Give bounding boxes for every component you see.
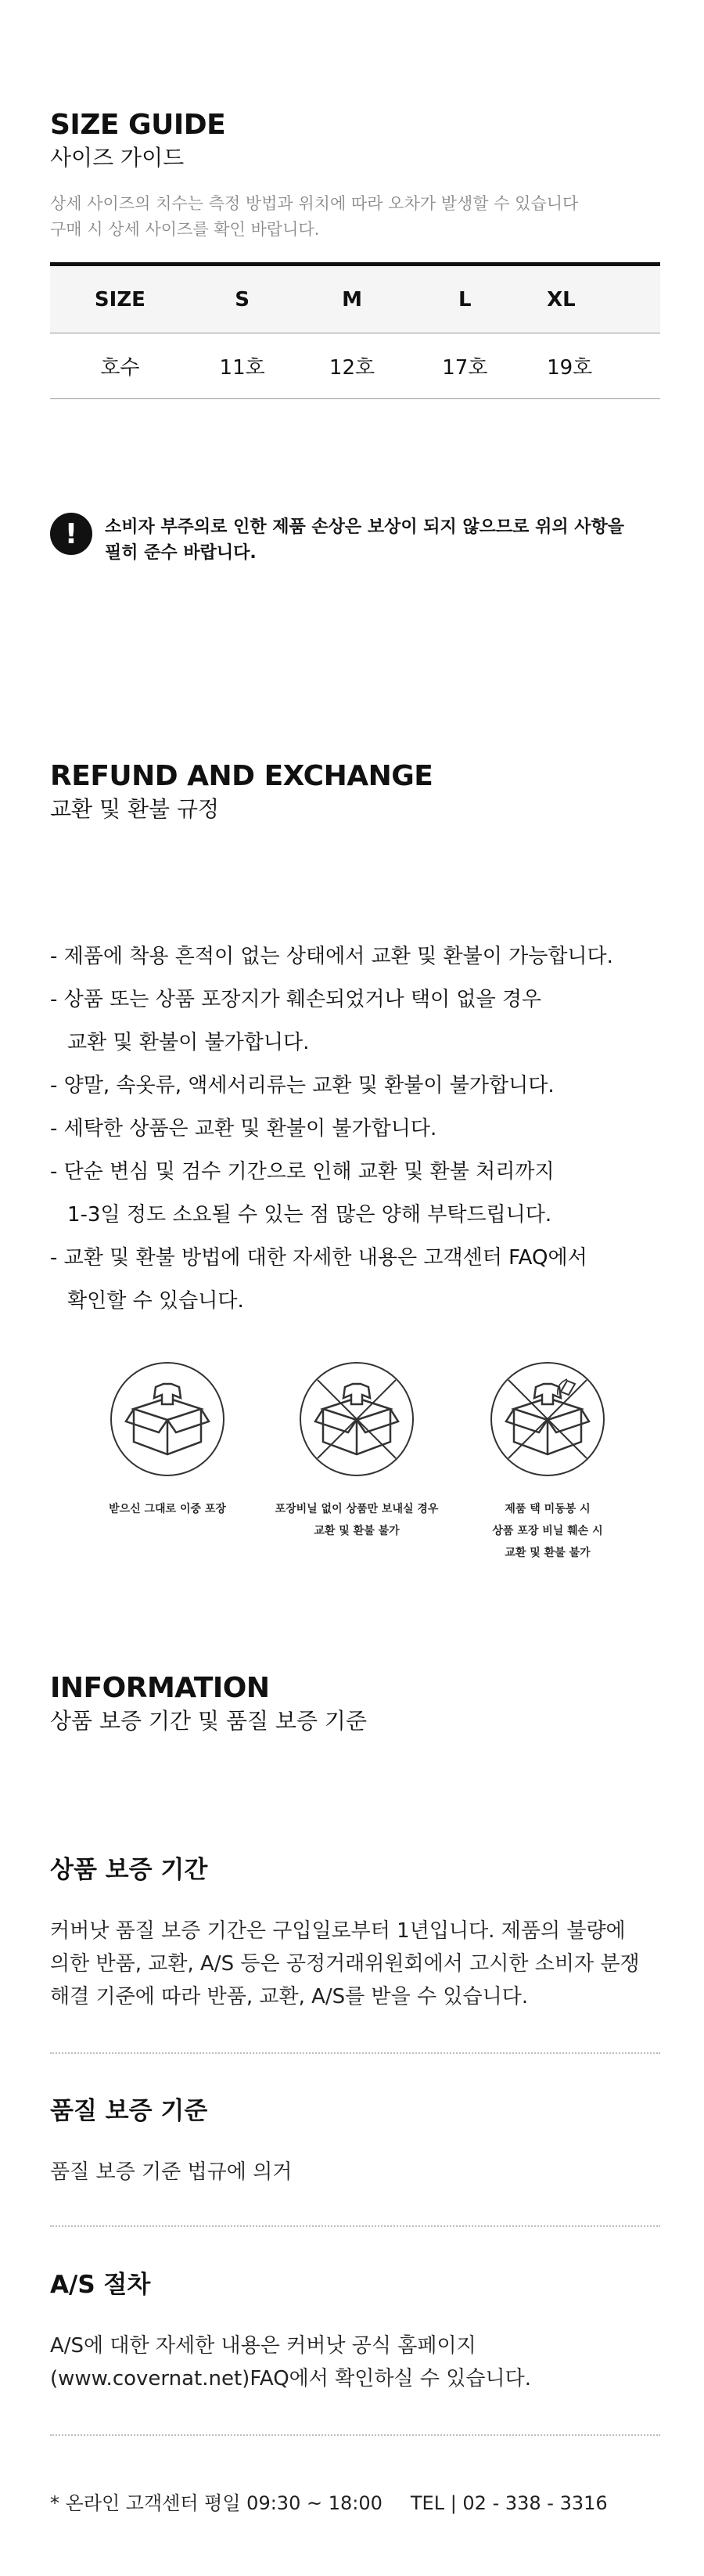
packaging-icon-block xyxy=(446,1360,649,1564)
list-item-text: - 단순 변심 및 검수 기간으로 인해 교환 및 환불 처리까지 xyxy=(50,1160,555,1184)
list-item-text: - 상품 또는 상품 포장지가 훼손되었거나 택이 없을 경우 xyxy=(50,988,542,1011)
refund-subtitle: 교환 및 환불 규정 xyxy=(50,795,220,822)
information-title: INFORMATION xyxy=(50,1672,270,1704)
list-item xyxy=(50,1151,660,1237)
warranty-body xyxy=(50,1915,660,2013)
list-item-text: 교환 및 환불이 불가합니다. xyxy=(67,1031,310,1054)
size-table-header: L xyxy=(410,265,521,333)
care-notice xyxy=(50,513,660,566)
warranty-period-section xyxy=(50,1850,660,2013)
size-guide-section xyxy=(50,110,660,399)
body-line: 의한 반품, 교환, A/S 등은 공정거래위원회에서 고시한 소비자 분쟁 xyxy=(50,1952,640,1976)
customer-center-info xyxy=(50,2488,608,2515)
size-guide-desc-line: 구매 시 상세 사이즈를 확인 바랍니다. xyxy=(50,219,320,239)
box-crossed-icon xyxy=(298,1360,415,1478)
as-body xyxy=(50,2329,660,2395)
as-procedure-section xyxy=(50,2264,660,2395)
size-table-header: S xyxy=(190,265,295,333)
size-table-row xyxy=(50,333,660,399)
information-subtitle: 상품 보증 기간 및 품질 보증 기준 xyxy=(50,1707,368,1734)
caption-line: 교환 및 환불 불가 xyxy=(314,1525,400,1537)
list-item xyxy=(50,1108,660,1151)
packaging-caption xyxy=(446,1498,649,1564)
caption-line: 교환 및 환불 불가 xyxy=(505,1547,591,1559)
exclamation-icon: ! xyxy=(50,513,92,555)
divider xyxy=(50,2052,660,2054)
body-line: (www.covernat.net)FAQ에서 확인하실 수 있습니다. xyxy=(50,2367,532,2390)
customer-center-hours: * 온라인 고객센터 평일 09:30 ~ 18:00 xyxy=(50,2492,383,2514)
size-table-cell: 12호 xyxy=(294,333,409,399)
body-line: 품질 보증 기준 법규에 의거 xyxy=(50,2160,293,2184)
size-guide-description xyxy=(50,191,660,242)
list-item xyxy=(50,978,660,1065)
size-table xyxy=(50,262,660,399)
size-table-cell: 17호 xyxy=(410,333,521,399)
body-line: A/S에 대한 자세한 내용은 커버낫 공식 홈페이지 xyxy=(50,2334,476,2358)
packaging-icon-block xyxy=(255,1360,458,1542)
caption-line: 상품 포장 비닐 훼손 시 xyxy=(492,1525,603,1537)
as-title: A/S 절차 xyxy=(50,2271,151,2299)
size-table-header-row xyxy=(50,265,660,333)
care-notice-line: 필히 준수 바랍니다. xyxy=(105,543,257,563)
body-line: 해결 기준에 따라 반품, 교환, A/S를 받을 수 있습니다. xyxy=(50,1985,529,2009)
care-notice-line: 소비자 부주의로 인한 제품 손상은 보상이 되지 않으므로 위의 사항을 xyxy=(105,517,624,537)
quality-title: 품질 보증 기준 xyxy=(50,2097,208,2125)
size-guide-desc-line: 상세 사이즈의 치수는 측정 방법과 위치에 따라 오차가 발생할 수 있습니다 xyxy=(50,193,579,213)
list-item-text: - 교환 및 환불 방법에 대한 자세한 내용은 고객센터 FAQ에서 xyxy=(50,1246,587,1270)
size-table-header: M xyxy=(294,265,409,333)
packaging-caption xyxy=(66,1498,269,1520)
caption-line: 받으신 그대로 이중 포장 xyxy=(109,1503,226,1515)
list-item-text: - 세탁한 상품은 교환 및 환불이 불가합니다. xyxy=(50,1117,437,1140)
size-table-cell: 19호 xyxy=(520,333,660,399)
size-table-header: XL xyxy=(520,265,660,333)
size-guide-subtitle: 사이즈 가이드 xyxy=(50,144,185,171)
customer-center-tel: TEL | 02 - 338 - 3316 xyxy=(410,2492,608,2514)
quality-standard-section xyxy=(50,2091,660,2189)
list-item-text: - 양말, 속옷류, 액세서리류는 교환 및 환불이 불가합니다. xyxy=(50,1074,555,1097)
care-notice-text xyxy=(105,514,624,566)
caption-line: 포장비닐 없이 상품만 보내실 경우 xyxy=(275,1503,439,1515)
size-guide-title: SIZE GUIDE xyxy=(50,109,226,141)
packaging-icon-block xyxy=(66,1360,269,1520)
packaging-caption xyxy=(255,1498,458,1542)
quality-body xyxy=(50,2156,660,2189)
list-item xyxy=(50,935,660,978)
list-item-text: - 제품에 착용 흔적이 없는 상태에서 교환 및 환불이 가능합니다. xyxy=(50,945,613,968)
list-item-text: 확인할 수 있습니다. xyxy=(67,1289,244,1313)
divider xyxy=(50,2434,660,2436)
divider xyxy=(50,2225,660,2227)
size-table-header: SIZE xyxy=(50,265,190,333)
body-line: 커버낫 품질 보증 기간은 구입일로부터 1년입니다. 제품의 불량에 xyxy=(50,1919,626,1943)
refund-title: REFUND AND EXCHANGE xyxy=(50,760,433,792)
list-item xyxy=(50,1237,660,1323)
size-table-cell: 호수 xyxy=(50,333,190,399)
list-item-text: 1-3일 정도 소요될 수 있는 점 많은 양해 부탁드립니다. xyxy=(67,1203,552,1227)
refund-policy-list xyxy=(50,935,660,1323)
warranty-title: 상품 보증 기간 xyxy=(50,1856,208,1884)
packaging-icons xyxy=(50,1360,660,1580)
list-item xyxy=(50,1065,660,1108)
box-icon xyxy=(109,1360,226,1478)
information-section xyxy=(50,1673,660,1735)
refund-section xyxy=(50,761,660,823)
size-table-cell: 11호 xyxy=(190,333,295,399)
box-tag-crossed-icon xyxy=(489,1360,606,1478)
caption-line: 제품 택 미동봉 시 xyxy=(505,1503,591,1515)
